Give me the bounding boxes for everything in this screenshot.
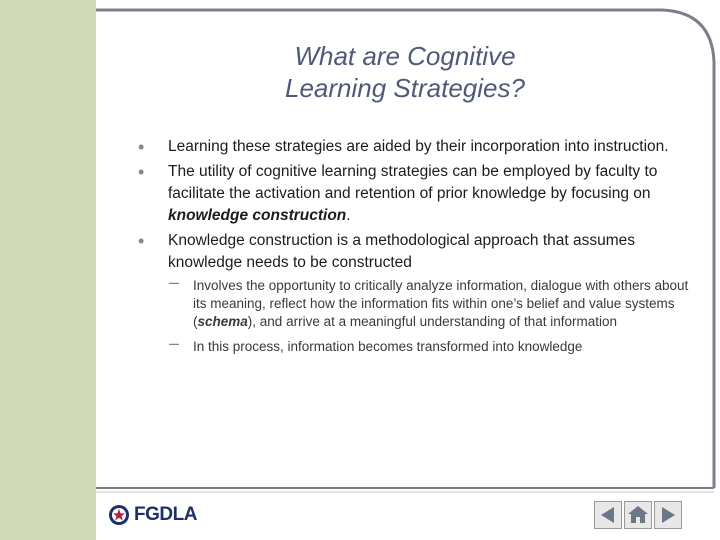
home-button[interactable]: [624, 501, 652, 529]
sub-bullet-1-text-end: ), and arrive at a meaningful understanding of that information: [247, 314, 618, 329]
bullet-2-emphasis: knowledge construction: [168, 207, 347, 224]
fgdla-logo: [108, 502, 197, 528]
bullet-1: [138, 136, 698, 158]
bullet-1-text: Learning these strategies are aided by their incorporation into instruction.: [168, 138, 669, 155]
sub-bullet-1-emphasis: schema: [197, 314, 248, 329]
bullet-dot-icon: •: [138, 231, 145, 251]
sub-bullet-2: [138, 333, 698, 356]
slide-content: [138, 136, 698, 363]
title-line-2: Learning Strategies?: [285, 73, 525, 103]
slide-title: [170, 40, 640, 104]
sub-bullet-1: [138, 272, 698, 331]
forward-button[interactable]: [654, 501, 682, 529]
back-button[interactable]: [594, 501, 622, 529]
bullet-2-text-end: .: [346, 207, 351, 224]
sub-bullet-dash-icon: –: [169, 333, 180, 353]
sub-bullet-1-text: Involves the opportunity to critically analyze information, dialogue with others about its meaning, reflect how the information fits within one’s belief and value systems (: [193, 278, 689, 329]
bullet-2: [138, 161, 698, 227]
bullet-2-text: The utility of cognitive learning strategies can be employed by faculty to facilitate the activation and retention of prior knowledge by focusing on: [168, 163, 658, 202]
bullet-dot-icon: •: [138, 162, 145, 182]
bullet-3-text: Knowledge construction is a methodological approach that assumes knowledge needs to be constructed: [168, 232, 635, 271]
sub-bullet-2-text: In this process, information becomes transformed into knowledge: [193, 339, 583, 354]
logo-text: FGDLA: [134, 504, 197, 525]
title-line-1: What are Cognitive: [294, 41, 516, 71]
bullet-3: [138, 230, 698, 274]
sub-bullet-dash-icon: –: [169, 272, 180, 292]
seal-icon: [108, 504, 130, 526]
bullet-dot-icon: •: [138, 137, 145, 157]
